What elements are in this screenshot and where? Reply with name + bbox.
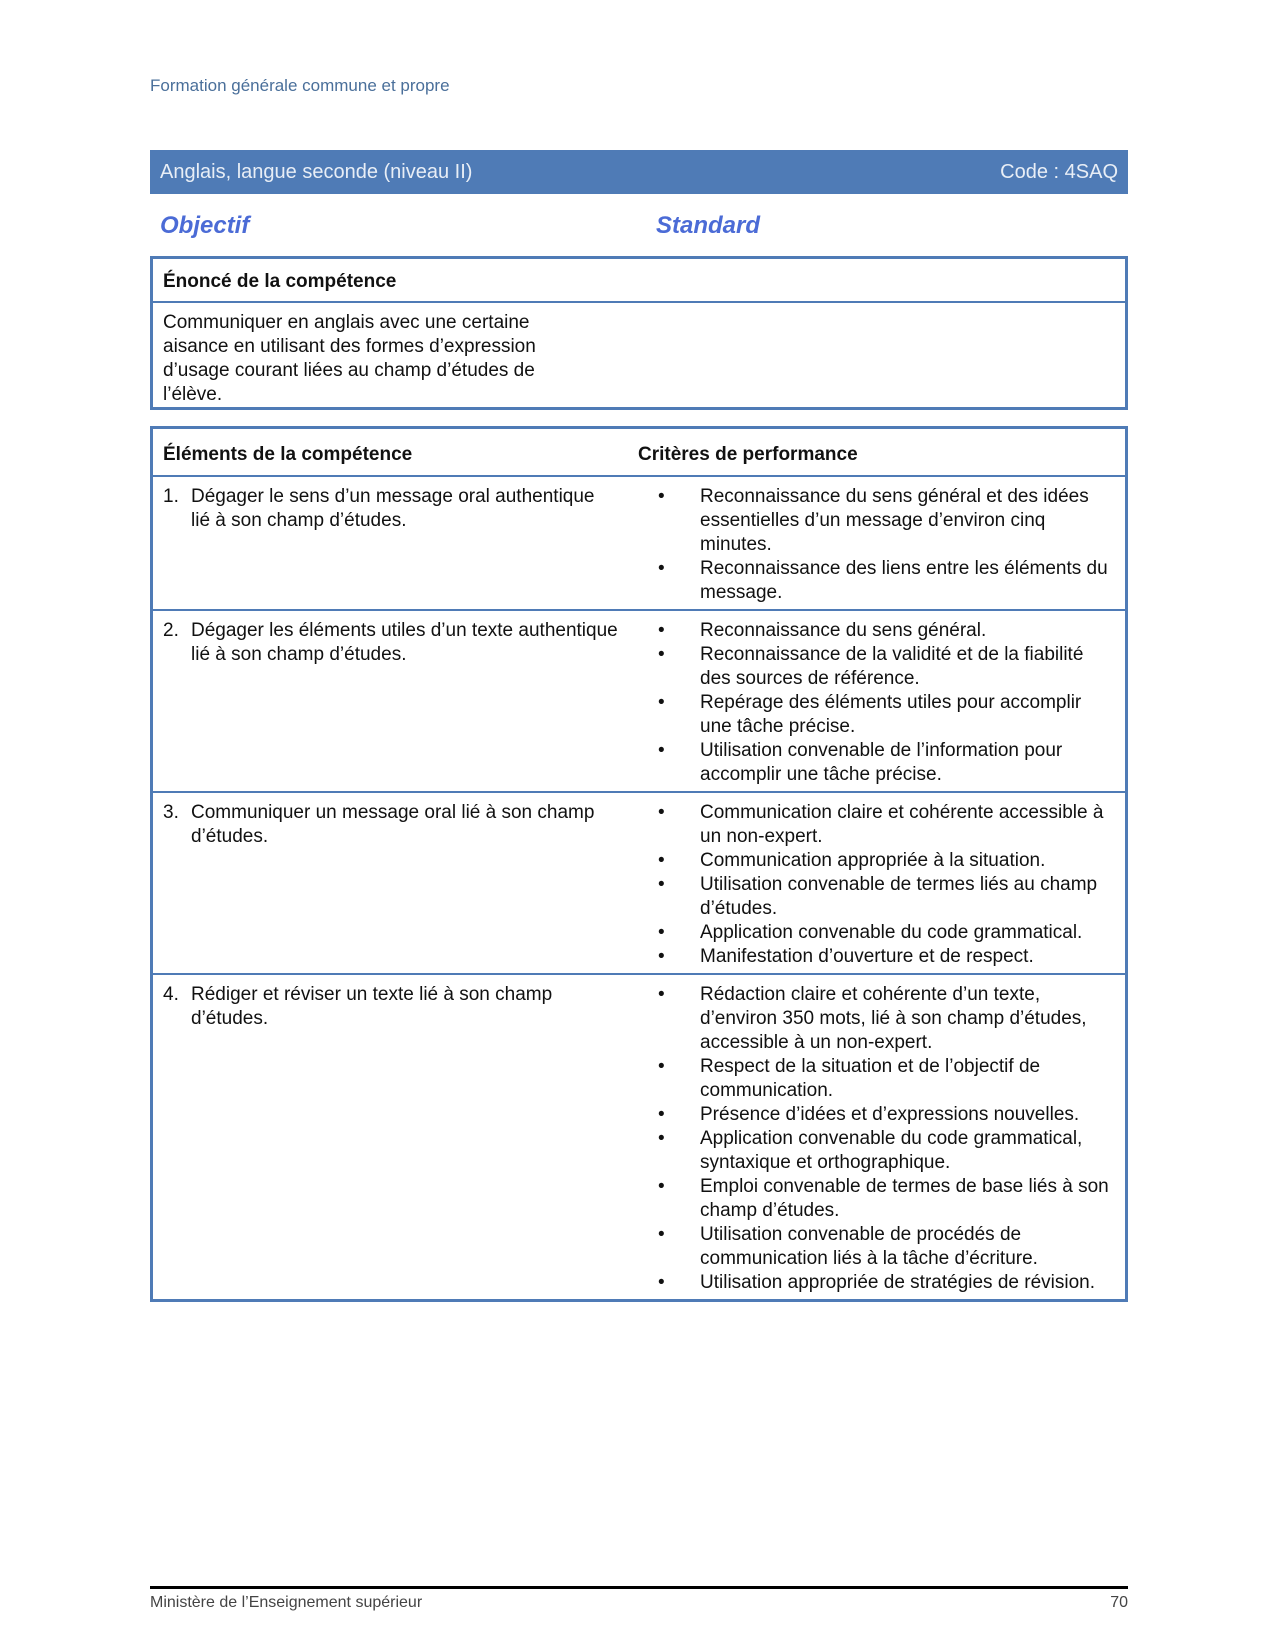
element-cell <box>152 610 629 792</box>
bullet-icon: • <box>658 874 665 895</box>
criterion-text: Utilisation appropriée de stratégies de révision. <box>700 1272 1095 1293</box>
bullet-icon: • <box>658 1056 665 1077</box>
element-number: 1. <box>163 486 179 507</box>
element-text: Rédiger et réviser un texte lié à son champ d’études. <box>191 984 553 1029</box>
list-item <box>638 983 1115 1055</box>
competence-statement-box <box>150 256 1128 410</box>
criterion-text: Présence d’idées et d’expressions nouvelles. <box>700 1104 1080 1125</box>
bullet-icon: • <box>658 692 665 713</box>
list-item <box>638 1055 1115 1103</box>
element-text: Dégager les éléments utiles d’un texte authentique lié à son champ d’études. <box>191 620 618 665</box>
bullet-icon: • <box>658 620 665 641</box>
element-number: 3. <box>163 802 179 823</box>
criterion-text: Reconnaissance de la validité et de la fiabilité des sources de référence. <box>700 644 1084 689</box>
criteria-cell <box>628 792 1127 974</box>
criterion-text: Reconnaissance des liens entre les éléments du message. <box>700 558 1108 603</box>
bullet-icon: • <box>658 644 665 665</box>
table-row <box>152 476 1127 610</box>
list-item <box>638 1175 1115 1223</box>
list-item <box>638 1103 1115 1127</box>
criterion-text: Utilisation convenable de l’information pour accomplir une tâche précise. <box>700 740 1063 785</box>
competence-elements-table <box>150 426 1128 1302</box>
standard-heading: Standard <box>656 212 761 239</box>
criterion-text: Reconnaissance du sens général. <box>700 620 987 641</box>
list-item <box>638 691 1115 739</box>
elements-column-header: Éléments de la compétence <box>152 428 629 477</box>
bullet-icon: • <box>658 1104 665 1125</box>
criterion-text: Application convenable du code grammatical. <box>700 922 1083 943</box>
criterion-text: Application convenable du code grammatical, syntaxique et orthographique. <box>700 1128 1083 1173</box>
bullet-icon: • <box>658 922 665 943</box>
bullet-icon: • <box>658 984 665 1005</box>
criteria-cell <box>628 610 1127 792</box>
criterion-text: Utilisation convenable de termes liés au champ d’études. <box>700 874 1098 919</box>
list-item <box>638 557 1115 605</box>
table-header-row <box>152 428 1127 477</box>
element-cell <box>152 792 629 974</box>
element-cell <box>152 974 629 1301</box>
bullet-icon: • <box>658 802 665 823</box>
table-row <box>152 974 1127 1301</box>
criterion-text: Respect de la situation et de l’objectif de communication. <box>700 1056 1041 1101</box>
course-code: Code : 4SAQ <box>1000 160 1118 183</box>
element-cell <box>152 476 629 610</box>
list-item <box>638 739 1115 787</box>
bullet-icon: • <box>658 1272 665 1293</box>
bullet-icon: • <box>658 558 665 579</box>
list-item <box>638 921 1115 945</box>
criteria-cell <box>628 476 1127 610</box>
element-text: Dégager le sens d’un message oral authentique lié à son champ d’études. <box>191 486 595 531</box>
criterion-text: Manifestation d’ouverture et de respect. <box>700 946 1034 967</box>
element-item <box>163 619 618 667</box>
list-item <box>638 849 1115 873</box>
list-item <box>638 1223 1115 1271</box>
list-item <box>638 801 1115 849</box>
element-text: Communiquer un message oral lié à son champ d’études. <box>191 802 595 847</box>
table-row <box>152 792 1127 974</box>
element-item <box>163 485 618 533</box>
table-row <box>152 610 1127 792</box>
criteria-cell <box>628 974 1127 1301</box>
list-item <box>638 945 1115 969</box>
bullet-icon: • <box>658 946 665 967</box>
criterion-text: Rédaction claire et cohérente d’un texte, d’environ 350 mots, lié à son champ d’études, accessible à un non-expert. <box>700 984 1087 1053</box>
criteria-list <box>638 619 1115 787</box>
criterion-text: Communication claire et cohérente accessible à un non-expert. <box>700 802 1104 847</box>
bullet-icon: • <box>658 1176 665 1197</box>
section-headings <box>160 212 1120 242</box>
criterion-text: Reconnaissance du sens général et des idées essentielles d’un message d’environ cinq minutes. <box>700 486 1089 555</box>
criteria-list <box>638 983 1115 1295</box>
criterion-text: Utilisation convenable de procédés de communication liés à la tâche d’écriture. <box>700 1224 1038 1269</box>
footer-rule <box>150 1586 1128 1589</box>
criterion-text: Communication appropriée à la situation. <box>700 850 1046 871</box>
list-item <box>638 873 1115 921</box>
element-item <box>163 801 618 849</box>
list-item <box>638 1271 1115 1295</box>
bullet-icon: • <box>658 1128 665 1149</box>
competence-statement-text: Communiquer en anglais avec une certaine aisance en utilisant des formes d’expression d’usage courant liées au champ d’études de l’élève. <box>163 312 536 405</box>
course-title-bar <box>150 150 1128 194</box>
criteria-list <box>638 801 1115 969</box>
element-item <box>163 983 618 1031</box>
list-item <box>638 643 1115 691</box>
element-number: 4. <box>163 984 179 1005</box>
list-item <box>638 485 1115 557</box>
criterion-text: Repérage des éléments utiles pour accomplir une tâche précise. <box>700 692 1082 737</box>
competence-statement-heading: Énoncé de la compétence <box>153 259 1125 303</box>
bullet-icon: • <box>658 740 665 761</box>
bullet-icon: • <box>658 1224 665 1245</box>
page-footer <box>150 1594 1128 1612</box>
page-number: 70 <box>1110 1594 1128 1611</box>
footer-ministry: Ministère de l’Enseignement supérieur <box>150 1594 423 1611</box>
criteria-column-header: Critères de performance <box>628 428 1127 477</box>
element-number: 2. <box>163 620 179 641</box>
course-title: Anglais, langue seconde (niveau II) <box>160 160 473 183</box>
criteria-list <box>638 485 1115 605</box>
bullet-icon: • <box>658 486 665 507</box>
bullet-icon: • <box>658 850 665 871</box>
list-item <box>638 619 1115 643</box>
criterion-text: Emploi convenable de termes de base liés à son champ d’études. <box>700 1176 1109 1221</box>
list-item <box>638 1127 1115 1175</box>
page-header: Formation générale commune et propre <box>150 76 450 95</box>
objective-heading: Objectif <box>160 212 250 239</box>
